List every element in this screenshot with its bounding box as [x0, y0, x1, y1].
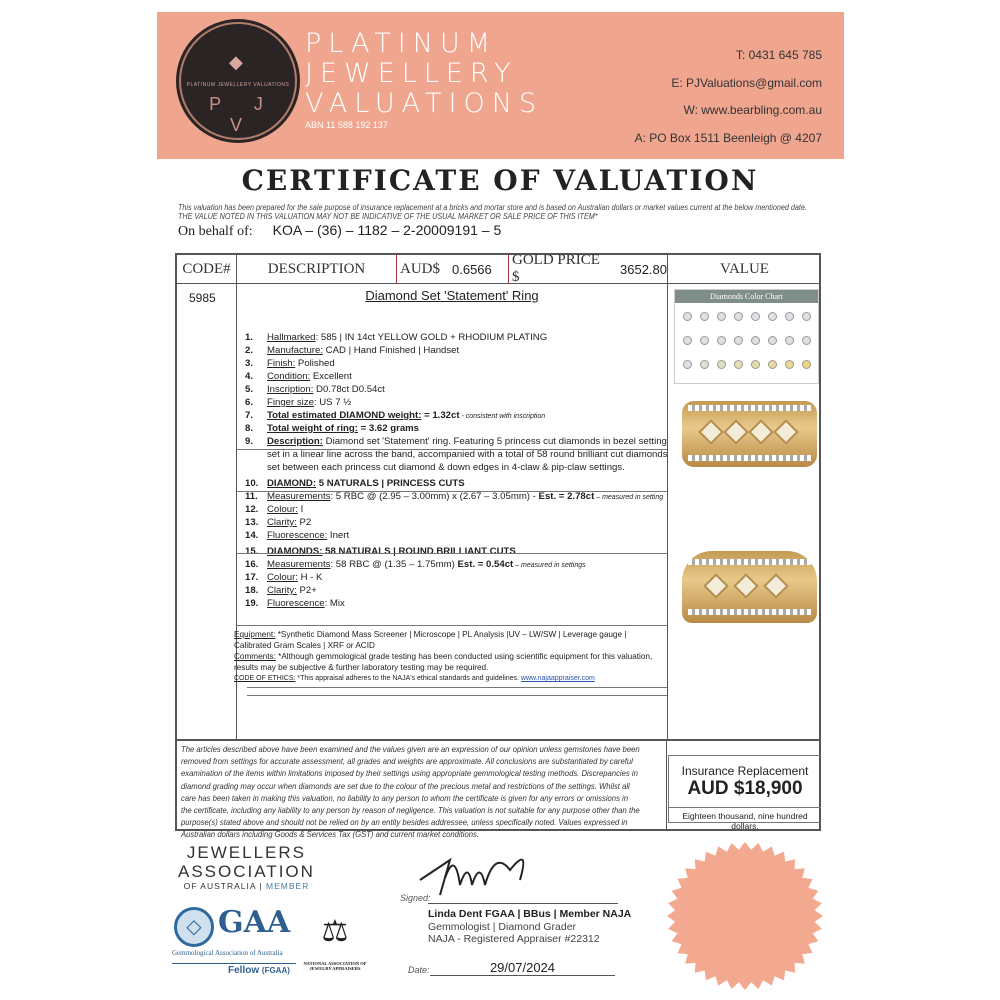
comments-text: *Although gemmological grade testing has been conducted using scientific equipment for this valuation, results may be subjective & further laboratory testing may be required. — [234, 652, 653, 672]
list-item — [245, 529, 349, 542]
item-value: H - K — [297, 572, 323, 583]
diamond-swatch — [785, 360, 794, 369]
diamond-swatch — [802, 336, 811, 345]
item-key: Colour: — [267, 572, 298, 583]
divider — [237, 491, 667, 492]
diamond-swatch — [734, 312, 743, 321]
gaa-text: GAA — [218, 905, 291, 940]
divider — [237, 553, 667, 554]
list-item — [245, 584, 317, 597]
item-key: Finger size — [267, 397, 314, 408]
diamond-swatch — [802, 360, 811, 369]
bottom-section — [175, 741, 821, 840]
item-key: Colour: — [267, 504, 298, 515]
item-key: Fluorescence — [267, 598, 325, 609]
item-key: Inscription: — [267, 384, 314, 395]
gaa-full: Gemmological Association of Australia — [172, 949, 296, 964]
item-value: Diamond set 'Statement' ring. Featuring 5 princess cut diamonds in bezel setting — [322, 436, 667, 447]
diamond-swatch — [700, 360, 709, 369]
item-number: 11. — [245, 491, 258, 502]
brand-line: JEWELLERY — [305, 58, 518, 89]
aud-header — [397, 255, 509, 283]
item-estimate: Est. = 0.54ct — [457, 559, 514, 570]
ethics-text: *This appraisal adheres to the NAJA's ethical standards and guidelines. — [295, 675, 521, 682]
ring-photo-side — [682, 551, 817, 623]
item-value: I — [297, 504, 304, 515]
item-number: 6. — [245, 397, 254, 408]
item-value: P2+ — [296, 585, 317, 596]
jaa-logo: JEWELLERS ASSOCIATION OF AUSTRALIA | MEMBER — [178, 843, 315, 891]
comments-note — [234, 651, 666, 673]
list-item — [245, 331, 547, 344]
item-title: Diamond Set 'Statement' Ring — [365, 288, 539, 303]
ethics-label: CODE OF ETHICS: — [234, 675, 296, 682]
item-value: Inert — [327, 530, 350, 541]
pjv-logo — [179, 22, 297, 140]
list-item — [245, 545, 516, 558]
equipment-text: *Synthetic Diamond Mass Screener | Microscope | PL Analysis |UV – LW/SW | Leverage gauge | Calibrated Gram Scales | XRF or ACID — [234, 630, 627, 650]
item-number: 5. — [245, 384, 254, 395]
item-key: DIAMONDS: — [267, 546, 323, 557]
item-value: P2 — [296, 517, 312, 528]
item-number: 13. — [245, 517, 259, 528]
item-key: Total estimated DIAMOND weight: — [267, 410, 422, 421]
item-number: 4. — [245, 371, 254, 382]
aud-value: 0.6566 — [452, 261, 492, 277]
diamond-swatch — [785, 312, 794, 321]
item-note: – measured in setting — [594, 494, 664, 501]
naja-line: JEWELRY APPRAISERS — [309, 966, 361, 971]
item-number: 19. — [245, 598, 259, 609]
diamond-color-chart — [674, 289, 819, 384]
list-item — [245, 597, 345, 610]
jaa-line: JEWELLERS — [186, 843, 307, 862]
list-item — [245, 558, 586, 572]
date-label: Date: — [408, 965, 430, 975]
signer-registration: NAJA - Registered Appraiser #22312 — [428, 933, 600, 945]
item-number: 15. — [245, 546, 259, 557]
diamond-swatch — [683, 312, 692, 321]
item-number: 14. — [245, 530, 259, 541]
item-number: 7. — [245, 410, 254, 421]
diamond-swatch — [683, 336, 692, 345]
item-value: Excellent — [310, 371, 352, 382]
code-header: CODE# — [177, 255, 237, 283]
list-item — [245, 357, 335, 370]
color-chart-title: Diamonds Color Chart — [675, 290, 818, 303]
item-key: Clarity: — [267, 585, 297, 596]
item-key: Measurements — [267, 491, 331, 502]
list-item — [245, 396, 351, 409]
insurance-label: Insurance Replacement — [681, 764, 809, 778]
list-item — [245, 435, 667, 448]
item-code: 5985 — [189, 291, 216, 305]
item-value: : 58 RBC @ (1.35 – 1.75mm) — [330, 559, 458, 570]
list-item — [245, 370, 352, 383]
gold-value: 3652.80 — [620, 261, 667, 277]
jaa-sub: OF AUSTRALIA — [183, 881, 257, 891]
naja-line: NATIONAL ASSOCIATION OF — [303, 961, 367, 966]
item-value: : 5 RBC @ (2.95 – 3.00mm) x (2.67 – 3.05mm) - — [330, 491, 539, 502]
list-item — [245, 383, 385, 396]
diamond-swatch — [734, 360, 743, 369]
diamond-swatch — [802, 312, 811, 321]
ring-photo-front — [682, 401, 817, 467]
jaa-member: MEMBER — [266, 881, 310, 891]
item-value: 5 NATURALS | PRINCESS CUTS — [316, 478, 465, 489]
item-continuation: set in a linear line across the band, accompanied with a total of 58 round brilliant cut diamonds — [267, 449, 668, 460]
list-item — [245, 490, 663, 504]
diamond-swatch — [768, 360, 777, 369]
naja-link[interactable]: www.najaappraiser.com — [520, 675, 595, 682]
item-note: - consistent with inscription — [459, 413, 546, 420]
email: E: PJValuations@gmail.com — [671, 76, 822, 90]
item-number: 16. — [245, 559, 259, 570]
liability-disclaimer: The articles described above have been examined and the values given are an expression of our opinion unless gemstones have been removed from settings for accurate assessment, all grades and weights are approximate. All conclusions are substantiated by careful examination of the items within limitations imposed by their settings using appropriate gemmological testing methods. Discrepancies in diamond grading may occur when diamonds are set due to the colour of the precious metal and restrictions of the settings. Whilst all care has been taken in making this valuation, no liability to any person to whom the certificate is given for any errors or omissions in the certificate, including any liability to any person by reason of negligence. This valuation is not suitable for any purpose other than the purpose(s) stated above and should not be relied on by an entity besides addressee, unless specifically noted. Values expressed in Australian dollars including Goods & Services Tax (GST) and current market conditions. — [181, 745, 640, 840]
signature — [410, 840, 540, 900]
item-number: 18. — [245, 585, 259, 596]
diamond-swatch — [717, 336, 726, 345]
logo-text: PLATINUM JEWELLERY VALUATIONS — [186, 82, 290, 88]
seal-starburst — [655, 838, 835, 993]
disclaimer: THE VALUE NOTED IN THIS VALUATION MAY NOT BE INDICATIVE OF THE USUAL MARKET OR SALE PRICE OF THIS ITEM* — [178, 212, 598, 221]
diamond-swatch — [683, 360, 692, 369]
item-number: 9. — [245, 436, 254, 447]
item-key: Description: — [267, 436, 323, 447]
item-number: 3. — [245, 358, 254, 369]
divider — [237, 449, 667, 450]
aud-label: AUD$ — [400, 260, 440, 277]
diamond-swatch — [768, 336, 777, 345]
diamond-swatch — [717, 312, 726, 321]
page-title: CERTIFICATE OF VALUATION — [241, 164, 759, 197]
on-behalf-label: On behalf of: — [178, 224, 253, 239]
item-number: 2. — [245, 345, 254, 356]
item-value: = 1.32ct — [421, 410, 460, 421]
phone: T: 0431 645 785 — [735, 48, 822, 62]
gaa-diamond-icon: ◇ — [174, 907, 214, 947]
diamond-swatch — [751, 336, 760, 345]
naja-logo — [300, 915, 370, 971]
diamond-swatch — [751, 360, 760, 369]
insurance-amount: AUD $18,900 — [687, 778, 803, 799]
item-key: Finish: — [267, 358, 296, 369]
logo-initials: P J V — [209, 94, 277, 135]
item-value: CAD | Hand Finished | Handset — [323, 345, 460, 356]
item-value: = 3.62 grams — [357, 423, 420, 434]
gold-header — [509, 252, 668, 285]
list-item — [245, 477, 465, 490]
diamond-icon: ◆ — [229, 52, 243, 72]
item-key: Total weight of ring: — [267, 423, 358, 434]
item-key: DIAMOND: — [267, 478, 317, 489]
item-value: : Mix — [324, 598, 345, 609]
signer-name: Linda Dent FGAA | BBus | Member NAJA — [428, 908, 632, 920]
item-key: Clarity: — [267, 517, 297, 528]
list-item — [245, 422, 419, 435]
on-behalf-value: KOA – (36) – 1182 – 2-20009191 – 5 — [272, 222, 502, 238]
diamond-swatch — [751, 312, 760, 321]
on-behalf — [178, 222, 501, 240]
insurance-words: Eighteen thousand, nine hundred dollars. — [669, 807, 821, 831]
gold-label: GOLD PRICE $ — [512, 252, 600, 285]
item-key: Measurements — [267, 559, 331, 570]
description-header: DESCRIPTION — [237, 255, 397, 283]
item-key: Hallmarked — [267, 332, 316, 343]
item-value: Polished — [295, 358, 335, 369]
list-item — [245, 571, 322, 584]
address: A: PO Box 1511 Beenleigh @ 4207 — [634, 131, 822, 145]
ethics-note — [234, 673, 666, 684]
brand-line: PLATINUM — [305, 28, 498, 59]
divider — [247, 695, 667, 696]
item-number: 1. — [245, 332, 254, 343]
divider — [667, 255, 668, 739]
website: W: www.bearbling.com.au — [683, 103, 822, 117]
item-note: – measured in settings — [513, 562, 586, 569]
fgaa: (FGAA) — [261, 966, 290, 975]
divider — [666, 741, 667, 829]
item-value: : 585 | IN 14ct YELLOW GOLD + RHODIUM PLATING — [315, 332, 548, 343]
diamond-swatch — [700, 312, 709, 321]
disclaimer: This valuation has been prepared for the sale purpose of insurance replacement at a bricks and mortar store and is based on Australian dollars or market values current at the below mentioned date. — [178, 203, 807, 212]
diamond-swatch — [717, 360, 726, 369]
item-number: 12. — [245, 504, 259, 515]
item-key: Fluorescence: — [267, 530, 328, 541]
jaa-line: ASSOCIATION — [178, 862, 315, 881]
fellow: Fellow — [228, 965, 260, 976]
item-estimate: Est. = 2.78ct — [538, 491, 595, 502]
letterhead — [157, 12, 844, 159]
signature-block — [370, 840, 632, 980]
scales-icon: ⚖ — [321, 915, 349, 948]
list-item — [245, 409, 545, 423]
equipment-label: Equipment: — [234, 630, 276, 639]
list-item — [245, 344, 459, 357]
item-value: 58 NATURALS | ROUND BRILLIANT CUTS — [322, 546, 516, 557]
diamond-swatch — [785, 336, 794, 345]
date-value: 29/07/2024 — [430, 960, 615, 976]
diamond-swatch — [768, 312, 777, 321]
divider — [177, 283, 819, 284]
comments-label: Comments: — [234, 652, 276, 661]
divider — [247, 687, 667, 688]
item-number: 17. — [245, 572, 259, 583]
item-value: D0.78ct D0.54ct — [313, 384, 385, 395]
divider — [237, 625, 667, 626]
equipment-note — [234, 629, 666, 651]
item-key: Condition: — [267, 371, 311, 382]
insurance-box — [668, 755, 821, 831]
list-item — [245, 516, 311, 529]
item-number: 10. — [245, 478, 259, 489]
value-header: VALUE — [720, 260, 769, 277]
item-key: Manufacture: — [267, 345, 323, 356]
item-value: : US 7 ½ — [313, 397, 352, 408]
item-number: 8. — [245, 423, 254, 434]
item-continuation: set between each princess cut diamond & down edges in 4-claw & pip-claw settings. — [267, 462, 625, 473]
brand-line: VALUATIONS — [305, 88, 544, 119]
list-item — [245, 503, 303, 516]
diamond-swatch — [734, 336, 743, 345]
abn: ABN 11 588 192 137 — [305, 120, 388, 130]
valuation-table — [175, 253, 821, 741]
diamond-swatch — [700, 336, 709, 345]
signed-label: Signed: — [400, 893, 431, 903]
signer-role: Gemmologist | Diamond Grader — [428, 921, 577, 933]
